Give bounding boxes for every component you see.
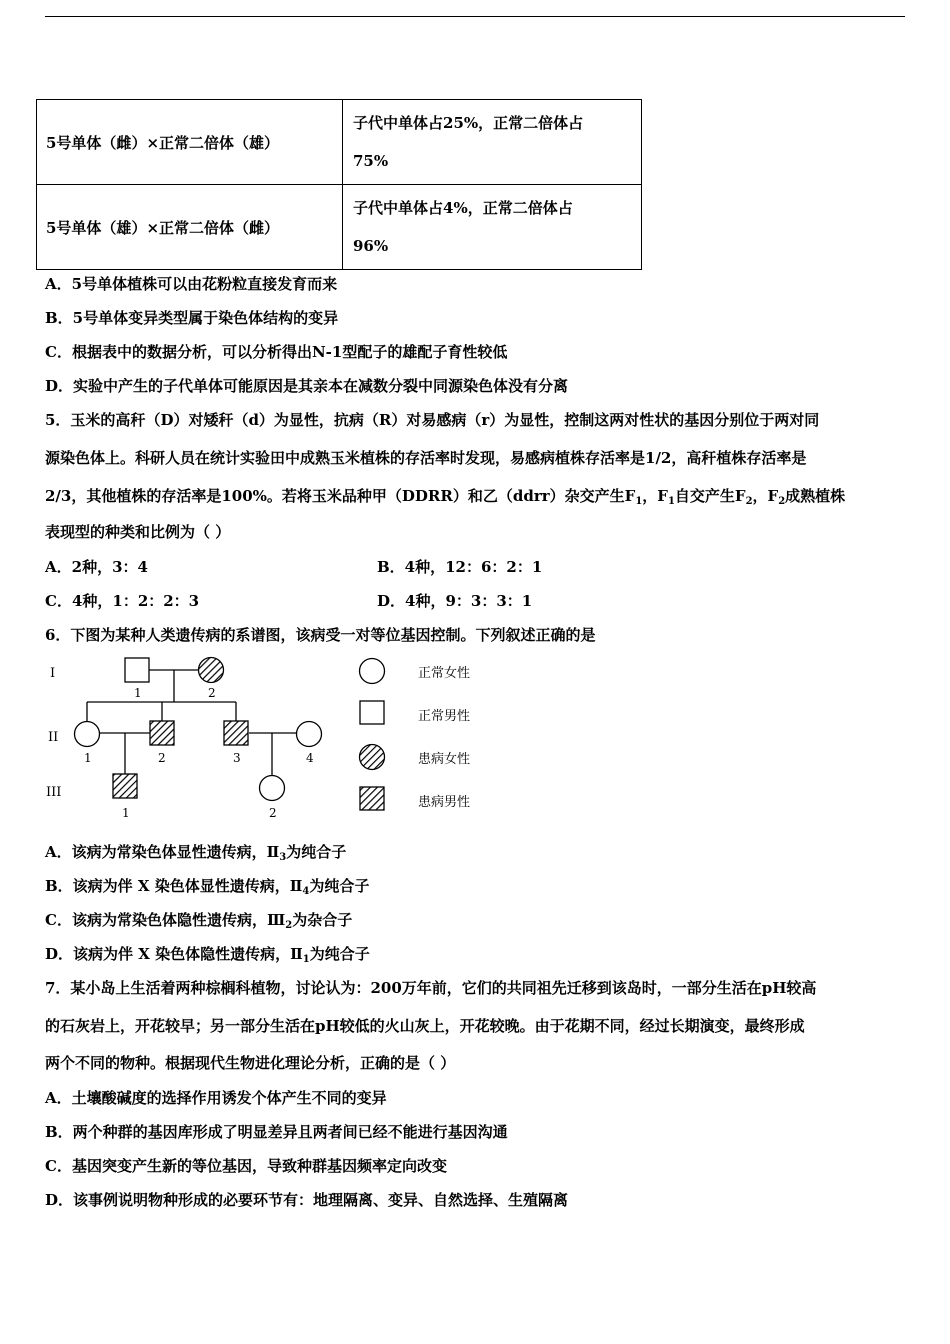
q7-stem-line3: 两个不同的物种。根据现代生物进化理论分析，正确的是（ ） <box>45 1054 456 1072</box>
q4-option-c: C．根据表中的数据分析，可以分析得出N-1型配子的雄配子育性较低 <box>45 343 508 361</box>
q4-option-a: A．5号单体植株可以由花粉粒直接发育而来 <box>45 275 338 293</box>
q7-option-c: C．基因突变产生新的等位基因，导致种群基因频率定向改变 <box>45 1157 447 1175</box>
legend-normal-female-label: 正常女性 <box>418 666 471 681</box>
q6-option-c: C．该病为常染色体隐性遗传病，$Ⅲ_2$为杂合子 <box>45 911 353 931</box>
header-rule <box>45 16 905 17</box>
gen1-label-1: 1 <box>134 686 142 700</box>
q4-option-d: D．实验中产生的子代单体可能原因是其亲本在减数分裂中同源染色体没有分离 <box>45 377 569 395</box>
table-cell-cross: 5号单体（雄）×正常二倍体（雌） <box>37 185 343 270</box>
gen2-male-2-affected <box>150 721 174 745</box>
legend-affected-male-label: 患病男性 <box>418 795 471 810</box>
gen2-female-1 <box>75 722 100 747</box>
q5-stem-line1: 5．玉米的高秆（D）对矮秆（d）为显性，抗病（R）对易感病（r）为显性，控制这两对性状的基因分别位于两对同 <box>45 411 820 429</box>
q5-option-b: B．4种，12：6：2：1 <box>377 558 543 576</box>
q7-option-a: A．土壤酸碱度的选择作用诱发个体产生不同的变异 <box>45 1089 387 1107</box>
q7-option-d: D．该事例说明物种形成的必要环节有：地理隔离、变异、自然选择、生殖隔离 <box>45 1191 569 1209</box>
experiment-table <box>36 99 642 270</box>
table-row <box>37 185 642 270</box>
q6-stem: 6．下图为某种人类遗传病的系谱图，该病受一对等位基因控制。下列叙述正确的是 <box>45 626 596 644</box>
pedigree-lines <box>87 670 296 776</box>
gen1-female-2-affected <box>199 658 224 683</box>
legend-normal-female-icon <box>360 659 385 684</box>
table-row <box>37 100 642 185</box>
q5-option-a: A．2种，3：4 <box>45 558 148 576</box>
q7-stem-line2: 的石灰岩上，开花较早；另一部分生活在pH较低的火山灰上，开花较晚。由于花期不同，经过长期演变，最终形成 <box>45 1017 805 1035</box>
gen3-label-1: 1 <box>122 806 130 820</box>
q7-option-b: B．两个种群的基因库形成了明显差异且两者间已经不能进行基因沟通 <box>45 1123 508 1141</box>
gen2-label-2: 2 <box>158 751 166 765</box>
q4-option-b: B．5号单体变异类型属于染色体结构的变异 <box>45 309 339 327</box>
legend-normal-male-icon <box>360 701 384 724</box>
q6-option-d: D．该病为伴 X 染色体隐性遗传病，$Ⅱ_1$为纯合子 <box>45 945 370 965</box>
pedigree-chart <box>40 650 500 830</box>
legend-affected-female-icon <box>360 745 385 770</box>
legend-affected-male-icon <box>360 787 384 810</box>
q5-stem-line4: 表现型的种类和比例为（ ） <box>45 523 231 541</box>
table-cell-cross: 5号单体（雌）×正常二倍体（雄） <box>37 100 343 185</box>
gen1-male-1 <box>125 658 149 682</box>
q6-option-a: A．该病为常染色体显性遗传病，$Ⅱ_3$为纯合子 <box>45 843 347 863</box>
generation-label-iii: III <box>46 785 62 800</box>
gen3-male-1-affected <box>113 774 137 798</box>
gen3-female-2 <box>260 776 285 801</box>
q5-option-d: D．4种，9：3：3：1 <box>377 592 533 610</box>
q5-option-c: C．4种，1：2：2：3 <box>45 592 200 610</box>
gen2-male-3-affected <box>224 721 248 745</box>
legend-normal-male-label: 正常男性 <box>418 709 471 724</box>
generation-label-ii: II <box>48 730 59 745</box>
gen2-label-3: 3 <box>233 751 241 765</box>
q6-option-b: B．该病为伴 X 染色体显性遗传病，$Ⅱ_4$为纯合子 <box>45 877 370 897</box>
q5-stem-line3: 2/3，其他植株的存活率是100%。若将玉米品种甲（DDRR）和乙（ddrr）杂交产生$F_1$，$F_1$自交产生$F_2$，$F_2$成熟植株 <box>45 487 846 507</box>
q7-stem-line1: 7．某小岛上生活着两种棕榈科植物，讨论认为：200万年前，它们的共同祖先迁移到该岛时，一部分生活在pH较高 <box>45 979 817 997</box>
gen2-label-1: 1 <box>84 751 92 765</box>
generation-label-i: I <box>50 666 56 681</box>
gen1-label-2: 2 <box>208 686 216 700</box>
gen2-label-4: 4 <box>306 751 314 765</box>
gen3-label-2: 2 <box>269 806 277 820</box>
legend-affected-female-label: 患病女性 <box>418 752 471 767</box>
table-cell-result: 子代中单体占4%，正常二倍体占 96% <box>343 185 642 270</box>
gen2-female-4 <box>297 722 322 747</box>
table-cell-result: 子代中单体占25%，正常二倍体占 75% <box>343 100 642 185</box>
q5-stem-line2: 源染色体上。科研人员在统计实验田中成熟玉米植株的存活率时发现，易感病植株存活率是1/2，高秆植株存活率是 <box>45 449 807 467</box>
